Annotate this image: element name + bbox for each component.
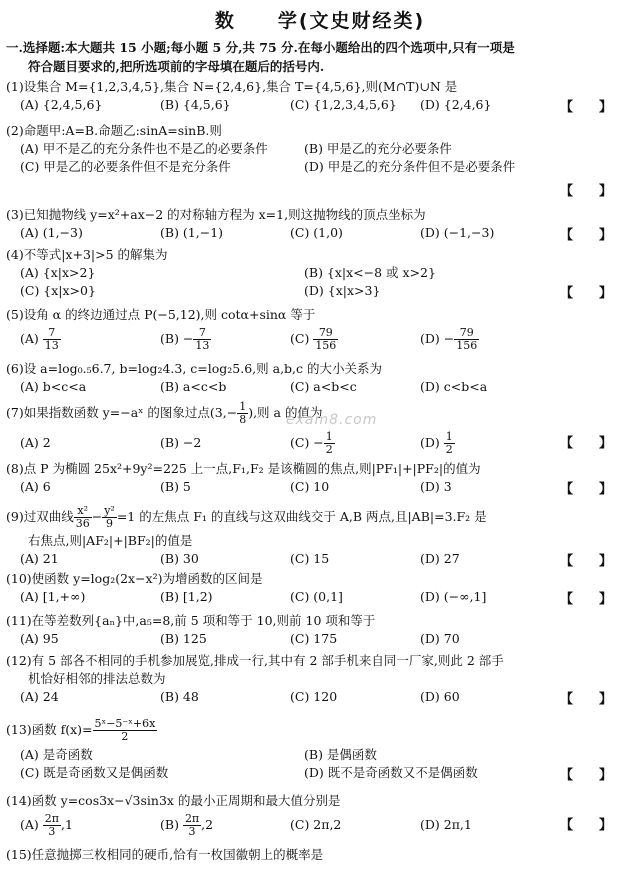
question-stem: (8)点 P 为椭圆 25x²+9y²=225 上一点,F₁,F₂ 是该椭圆的焦点,则|PF₁|+|PF₂|的值为 — [6, 461, 481, 476]
option-label: (B) — [160, 817, 179, 832]
fraction — [313, 327, 338, 352]
option-b[interactable]: (B) 5 — [160, 479, 191, 494]
option-d[interactable] — [420, 324, 550, 354]
option-a[interactable]: (A) (1,−3) — [20, 225, 83, 240]
option-d[interactable]: (D) 3 — [420, 479, 452, 494]
option-d[interactable]: (D) 既不是奇函数又不是偶函数 — [304, 765, 478, 780]
answer-bracket[interactable]: 【 】 — [559, 592, 612, 607]
question-stem: (14)函数 y=cos3x−√3sin3x 的最小正周期和最大值分别是 — [6, 793, 341, 808]
option-d[interactable]: (D) {x|x>3} — [304, 283, 381, 298]
numerator: 1 — [239, 400, 247, 413]
option-d[interactable] — [420, 428, 550, 458]
fraction — [93, 718, 158, 743]
option-b[interactable]: (B) 48 — [160, 689, 199, 704]
answer-bracket[interactable]: 【 】 — [559, 482, 612, 497]
question-5 — [6, 306, 634, 354]
option-a[interactable]: (A) b<c<a — [20, 379, 87, 394]
question-stem: (2)命题甲:A=B.命题乙:sinA=sinB.则 — [6, 123, 222, 138]
denominator: 3 — [48, 825, 56, 838]
option-b[interactable]: (B) 125 — [160, 631, 207, 646]
option-c[interactable]: (C) 甲是乙的必要条件但不是充分条件 — [20, 159, 231, 174]
option-a[interactable]: (A) 2 — [20, 435, 51, 450]
option-b[interactable] — [160, 324, 290, 354]
question-4 — [6, 246, 634, 300]
option-c[interactable]: (C) {1,2,3,4,5,6} — [290, 97, 397, 112]
option-b[interactable]: (B) −2 — [160, 435, 202, 450]
option-c[interactable]: (C) 既是奇函数又是偶函数 — [20, 765, 169, 780]
numerator: y² — [104, 504, 115, 517]
page-title: 数 学(文史财经类) — [214, 10, 426, 32]
option-c[interactable]: (C) 2π,2 — [290, 817, 342, 832]
numerator: 7 — [193, 327, 211, 340]
denominator: 9 — [106, 517, 114, 530]
option-c[interactable]: (C) 120 — [290, 689, 338, 704]
option-d[interactable]: (D) 27 — [420, 551, 460, 566]
option-label: (C) — [290, 331, 310, 346]
question-8 — [6, 460, 634, 496]
fraction — [444, 431, 455, 456]
option-b[interactable]: (B) 甲是乙的充分必要条件 — [304, 141, 452, 156]
option-c[interactable]: (C) a<b<c — [290, 379, 357, 394]
option-tail: ,1 — [61, 817, 73, 832]
option-a[interactable]: (A) [1,+∞) — [20, 589, 86, 604]
numerator: 1 — [325, 430, 333, 443]
fraction — [74, 505, 92, 530]
numerator: 7 — [43, 327, 61, 340]
answer-bracket[interactable]: 【 】 — [559, 692, 612, 707]
option-c[interactable]: (C) (0,1] — [290, 589, 343, 604]
question-6 — [6, 360, 634, 396]
question-2 — [6, 122, 634, 199]
stem-text: (13)函数 f(x)= — [6, 722, 93, 737]
option-c[interactable]: (C) (1,0) — [290, 225, 343, 240]
stem-text: ),则 a 的值为 — [248, 405, 323, 420]
question-stem: (3)已知抛物线 y=x²+ax−2 的对称轴方程为 x=1,则这抛物线的顶点坐标为 — [6, 207, 426, 222]
question-10 — [6, 570, 634, 606]
option-b[interactable]: (B) (1,−1) — [160, 225, 224, 240]
numerator: x² — [74, 505, 92, 518]
answer-bracket[interactable]: 【 】 — [559, 768, 612, 783]
numerator: 79 — [313, 327, 338, 340]
option-a[interactable]: (A) 6 — [20, 479, 51, 494]
option-b[interactable]: (B) {4,5,6} — [160, 97, 231, 112]
numerator: 5ˣ−5⁻ˣ+6x — [94, 717, 156, 730]
option-a[interactable]: (A) 24 — [20, 689, 59, 704]
option-label: (D) — [420, 435, 440, 450]
option-c[interactable]: (C) 10 — [290, 479, 330, 494]
stem-text: − — [91, 509, 103, 524]
question-stem: (15)任意抛掷三枚相同的硬币,恰有一枚国徽朝上的概率是 — [6, 847, 324, 862]
numerator: 1 — [445, 430, 453, 443]
option-a[interactable] — [6, 810, 160, 840]
option-b[interactable]: (B) a<c<b — [160, 379, 227, 394]
numerator: 2π — [44, 812, 59, 825]
option-d[interactable]: (D) (−1,−3) — [420, 225, 495, 240]
option-b[interactable] — [160, 810, 290, 840]
option-label: (C) − — [290, 435, 324, 450]
option-tail: ,2 — [201, 817, 214, 832]
section-instructions — [6, 38, 634, 76]
option-b[interactable]: (B) {x|x<−8 或 x>2} — [304, 265, 436, 280]
denominator: 3 — [188, 825, 196, 838]
question-1 — [6, 78, 634, 114]
stem-text: (9)过双曲线 — [6, 509, 74, 524]
answer-bracket[interactable]: 【 】 — [559, 554, 612, 569]
option-b[interactable]: (B) 30 — [160, 551, 199, 566]
fraction — [454, 327, 479, 352]
question-stem: (1)设集合 M={1,2,3,4,5},集合 N={2,4,6},集合 T={4,5,6},则(M∩T)∪N 是 — [6, 79, 458, 94]
question-14 — [6, 792, 634, 840]
option-a[interactable]: (A) 95 — [20, 631, 59, 646]
answer-bracket[interactable]: 【 】 — [559, 100, 612, 115]
option-label: (D) − — [420, 331, 455, 346]
denominator: 2 — [325, 443, 333, 456]
option-a[interactable]: (A) 甲不是乙的充分条件也不是乙的必要条件 — [20, 141, 268, 156]
question-stem: (6)设 a=log₀.₅6.7, b=log₂4.3, c=log₂5.6,则 a,b,c 的大小关系为 — [6, 361, 383, 376]
fraction — [43, 813, 61, 838]
question-stem — [6, 714, 634, 746]
option-b[interactable]: (B) 是偶函数 — [304, 747, 377, 762]
option-a[interactable]: (A) 是奇函数 — [20, 747, 93, 762]
question-stem-line-2: 机恰好相邻的排法总数为 — [28, 671, 166, 686]
question-stem-line-2: 右焦点,则|AF₂|+|BF₂|的值是 — [28, 533, 193, 548]
question-12 — [6, 652, 634, 706]
denominator: 156 — [315, 339, 337, 352]
denominator: 2 — [121, 730, 129, 743]
question-stem: (4)不等式|x+3|>5 的解集为 — [6, 247, 168, 262]
denominator: 13 — [44, 339, 59, 352]
option-a[interactable]: (A) 21 — [20, 551, 59, 566]
denominator: 8 — [239, 413, 247, 426]
answer-bracket[interactable]: 【 】 — [559, 228, 612, 243]
option-d[interactable]: (D) c<b<a — [420, 379, 488, 394]
denominator: 156 — [456, 339, 478, 352]
option-d[interactable]: (D) 60 — [420, 689, 460, 704]
stem-text: (7)如果指数函数 y=−aˣ 的图象过点(3,− — [6, 405, 238, 420]
answer-bracket[interactable]: 【 】 — [559, 286, 612, 301]
section-line-2: 符合题目要求的,把所选项前的字母填在题后的括号内. — [28, 59, 325, 74]
fraction — [324, 431, 335, 456]
question-13 — [6, 714, 634, 782]
option-d[interactable]: (D) 70 — [420, 631, 460, 646]
option-label: (B) − — [160, 331, 194, 346]
option-a[interactable]: (A) {x|x>2} — [20, 265, 96, 280]
denominator: 2 — [445, 443, 453, 456]
option-c[interactable]: (C) 175 — [290, 631, 338, 646]
answer-bracket[interactable]: 【 】 — [559, 818, 612, 833]
section-line-1: 一.选择题:本大题共 15 小题;每小题 5 分,共 75 分.在每小题给出的四个选项中,只有一项是 — [6, 40, 515, 55]
fraction — [43, 327, 61, 352]
question-3 — [6, 206, 634, 242]
option-d[interactable]: (D) (−∞,1] — [420, 589, 487, 604]
option-d[interactable]: (D) {2,4,6} — [420, 97, 492, 112]
option-c[interactable] — [290, 324, 420, 354]
option-c[interactable] — [290, 428, 420, 458]
option-label: (A) — [20, 331, 39, 346]
option-a[interactable]: (A) {2,4,5,6} — [20, 97, 103, 112]
question-11 — [6, 612, 634, 648]
fraction — [102, 505, 117, 530]
question-9 — [6, 502, 634, 568]
question-stem: (12)有 5 部各不相同的手机参加展览,排成一行,其中有 2 部手机来自同一厂家,则此 2 部手 — [6, 653, 504, 668]
question-stem — [6, 502, 634, 532]
option-d[interactable]: (D) 2π,1 — [420, 817, 472, 832]
fraction — [193, 327, 211, 352]
question-15 — [6, 846, 634, 864]
fraction — [237, 401, 248, 426]
denominator: 36 — [75, 517, 90, 530]
answer-bracket[interactable]: 【 】 — [559, 184, 612, 199]
denominator: 13 — [195, 339, 210, 352]
option-d[interactable]: (D) 甲是乙的充分条件但不是必要条件 — [304, 159, 516, 174]
answer-bracket[interactable]: 【 】 — [559, 436, 612, 451]
option-label: (A) — [20, 817, 39, 832]
question-stem: (11)在等差数列{aₙ}中,a₅=8,前 5 项和等于 10,则前 10 项和等于 — [6, 613, 376, 628]
fraction — [183, 813, 201, 838]
question-stem: (10)使函数 y=log₂(2x−x²)为增函数的区间是 — [6, 571, 263, 586]
option-c[interactable]: (C) {x|x>0} — [20, 283, 96, 298]
question-7 — [6, 398, 634, 458]
numerator: 2π — [184, 812, 200, 825]
stem-text: =1 的左焦点 F₁ 的直线与这双曲线交于 A,B 两点,且|AB|=3.F₂ 是 — [116, 509, 487, 524]
numerator: 79 — [454, 327, 479, 340]
watermark: exam8.com — [286, 412, 378, 428]
option-b[interactable]: (B) [1,2) — [160, 589, 213, 604]
option-c[interactable]: (C) 15 — [290, 551, 330, 566]
question-stem: (5)设角 α 的终边通过点 P(−5,12),则 cotα+sinα 等于 — [6, 307, 316, 322]
option-a[interactable] — [6, 324, 160, 354]
